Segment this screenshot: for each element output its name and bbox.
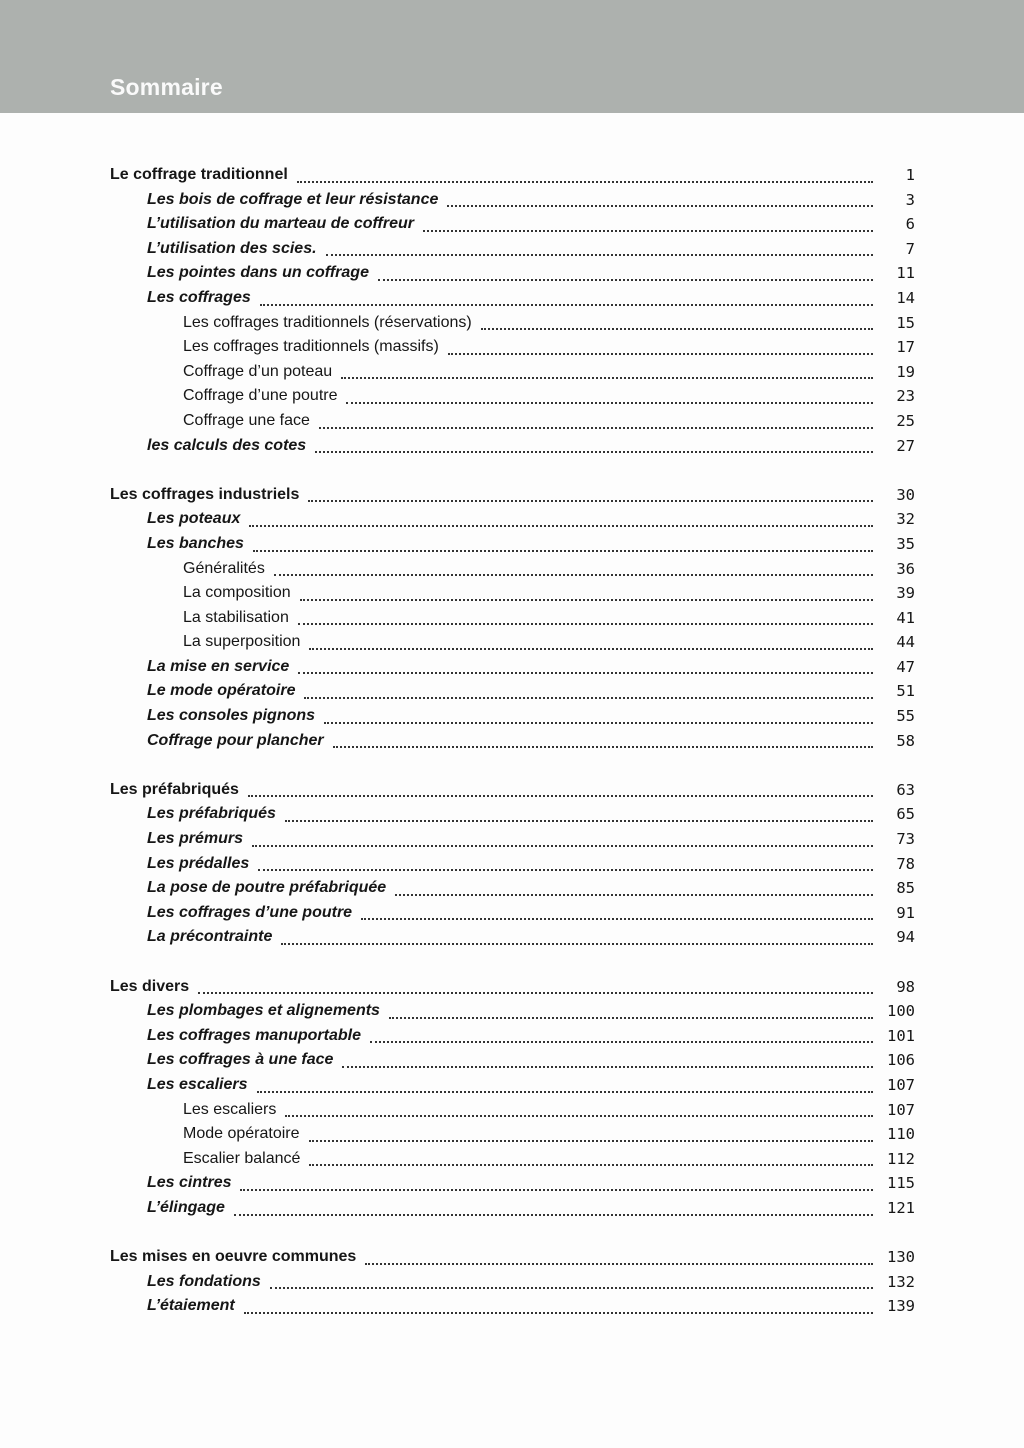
toc-entry-page: 51	[896, 682, 915, 701]
dot-leader	[234, 1214, 873, 1216]
toc-entry-label: Les escaliers	[183, 1100, 277, 1118]
toc-entry-label: Coffrage d’un poteau	[183, 362, 333, 380]
toc-entry-label: Les consoles pignons	[147, 707, 316, 725]
toc-entry-label: L’étaiement	[147, 1297, 235, 1315]
toc-entry-label: La précontrainte	[147, 928, 273, 946]
toc-entry	[110, 212, 915, 237]
toc-entry-page: 44	[896, 633, 915, 652]
toc-entry-page: 15	[896, 313, 915, 332]
toc-entry-page: 25	[896, 411, 915, 430]
toc-entry-page: 6	[905, 215, 915, 234]
toc-entry	[110, 335, 915, 360]
toc-entry-label: Les coffrages d’une poutre	[147, 903, 353, 921]
toc-entry-label: La pose de poutre préfabriquée	[147, 879, 387, 897]
toc-entry-label: L’utilisation des scies.	[147, 239, 317, 257]
header-banner	[0, 0, 1024, 113]
toc-entry-label: Les coffrages à une face	[147, 1051, 334, 1069]
toc-entry-page: 94	[896, 928, 915, 947]
dot-leader	[248, 795, 873, 797]
dot-leader	[341, 377, 873, 379]
toc-entry-label: Les escaliers	[147, 1075, 248, 1093]
toc-entry-label: Les bois de coffrage et leur résistance	[147, 190, 439, 208]
dot-leader	[319, 427, 873, 429]
toc-entry-label: Les préfabriqués	[110, 780, 239, 798]
toc-entry-label: Coffrage pour plancher	[147, 731, 324, 749]
toc-entry-label: Les coffrages	[147, 288, 251, 306]
toc-entry	[110, 409, 915, 434]
dot-leader	[244, 1312, 873, 1314]
toc-entry-page: 11	[896, 264, 915, 283]
toc-entry-label: Les coffrages traditionnels (massifs)	[183, 338, 439, 356]
page-title: Sommaire	[110, 74, 223, 100]
toc-entry	[110, 1171, 915, 1196]
toc-entry-label: Les mises en oeuvre communes	[110, 1248, 357, 1266]
toc-entry-label: Les fondations	[147, 1272, 261, 1290]
toc-entry	[110, 483, 915, 508]
dot-leader	[258, 869, 873, 871]
toc-entry	[110, 999, 915, 1024]
toc-entry	[110, 1270, 915, 1295]
dot-leader	[253, 550, 873, 552]
toc-entry	[110, 581, 915, 606]
toc-entry	[110, 507, 915, 532]
toc-entry	[110, 1024, 915, 1049]
toc-entry-page: 106	[887, 1051, 915, 1070]
toc-entry-page: 35	[896, 534, 915, 553]
toc-entry	[110, 606, 915, 631]
dot-leader	[361, 918, 873, 920]
dot-leader	[198, 992, 873, 994]
toc-entry-page: 39	[896, 584, 915, 603]
toc-entry	[110, 975, 915, 1000]
toc-entry	[110, 1294, 915, 1319]
dot-leader	[481, 328, 873, 330]
toc-entry-label: Les divers	[110, 977, 190, 995]
dot-leader	[281, 943, 873, 945]
toc-entry-label: Mode opératoire	[183, 1125, 300, 1143]
toc-entry	[110, 704, 915, 729]
dot-leader	[297, 181, 873, 183]
dot-leader	[333, 746, 873, 748]
dot-leader	[285, 1115, 873, 1117]
toc-entry-label: Escalier balancé	[183, 1149, 301, 1167]
dot-leader	[309, 1164, 873, 1166]
toc-entry-page: 132	[887, 1272, 915, 1291]
toc-entry	[110, 630, 915, 655]
toc-entry-page: 107	[887, 1100, 915, 1119]
toc-entry-label: Le mode opératoire	[147, 682, 296, 700]
toc-entry-label: Les prédalles	[147, 854, 250, 872]
toc-entry-label: La stabilisation	[183, 608, 289, 626]
toc-entry	[110, 360, 915, 385]
toc-entry	[110, 1245, 915, 1270]
toc-entry	[110, 901, 915, 926]
dot-leader	[346, 402, 873, 404]
dot-leader	[285, 820, 873, 822]
dot-leader	[448, 353, 873, 355]
dot-leader	[378, 279, 873, 281]
toc-entry-page: 91	[896, 903, 915, 922]
toc-entry	[110, 1098, 915, 1123]
section-gap	[110, 753, 915, 778]
dot-leader	[447, 205, 873, 207]
toc-entry-page: 65	[896, 805, 915, 824]
toc-entry-page: 78	[896, 854, 915, 873]
toc-entry-label: Les coffrages traditionnels (réservations)	[183, 313, 472, 331]
toc-entry-label: La superposition	[183, 633, 301, 651]
dot-leader	[365, 1263, 873, 1265]
toc-entry-page: 121	[887, 1198, 915, 1217]
toc-entry	[110, 729, 915, 754]
section-gap	[110, 950, 915, 975]
toc-entry-page: 101	[887, 1026, 915, 1045]
dot-leader	[249, 525, 873, 527]
dot-leader	[274, 574, 873, 576]
dot-leader	[326, 254, 873, 256]
toc-entry-label: Les pointes dans un coffrage	[147, 264, 369, 282]
toc-entry	[110, 1048, 915, 1073]
toc-entry	[110, 1147, 915, 1172]
toc-entry-page: 107	[887, 1075, 915, 1094]
toc-entry-label: Coffrage d’une poutre	[183, 387, 338, 405]
toc-entry-label: Les coffrages manuportable	[147, 1026, 361, 1044]
toc-entry-label: Les poteaux	[147, 510, 241, 528]
dot-leader	[270, 1287, 873, 1289]
toc-entry	[110, 237, 915, 262]
toc-entry-page: 63	[896, 780, 915, 799]
toc-entry-label: Les coffrages industriels	[110, 485, 300, 503]
toc-entry-label: La mise en service	[147, 657, 290, 675]
toc-entry-page: 98	[896, 977, 915, 996]
toc-entry	[110, 925, 915, 950]
dot-leader	[298, 623, 873, 625]
toc-entry	[110, 311, 915, 336]
toc-entry-page: 30	[896, 485, 915, 504]
toc-entry	[110, 827, 915, 852]
toc-entry-label: La composition	[183, 584, 291, 602]
toc-entry-label: Les banches	[147, 534, 244, 552]
toc-entry	[110, 188, 915, 213]
toc-entry-page: 14	[896, 288, 915, 307]
table-of-contents	[110, 163, 915, 1319]
toc-entry	[110, 434, 915, 459]
dot-leader	[315, 451, 873, 453]
toc-entry	[110, 679, 915, 704]
dot-leader	[252, 845, 873, 847]
dot-leader	[423, 230, 873, 232]
toc-entry	[110, 557, 915, 582]
toc-entry	[110, 163, 915, 188]
toc-entry-label: Coffrage une face	[183, 411, 310, 429]
toc-entry-label: Les cintres	[147, 1174, 232, 1192]
section-gap	[110, 458, 915, 483]
toc-entry-page: 36	[896, 559, 915, 578]
toc-entry-page: 85	[896, 879, 915, 898]
toc-entry-page: 47	[896, 657, 915, 676]
toc-entry-page: 100	[887, 1002, 915, 1021]
dot-leader	[370, 1041, 873, 1043]
toc-entry-page: 115	[887, 1174, 915, 1193]
toc-entry-page: 130	[887, 1248, 915, 1267]
toc-entry-page: 1	[905, 166, 915, 184]
toc-entry-label: les calculs des cotes	[147, 436, 307, 454]
toc-entry-label: L’élingage	[147, 1198, 225, 1216]
toc-entry-label: L’utilisation du marteau de coffreur	[147, 215, 414, 233]
toc-entry-page: 55	[896, 707, 915, 726]
toc-entry	[110, 655, 915, 680]
toc-entry-page: 3	[905, 190, 915, 209]
toc-entry-page: 19	[896, 362, 915, 381]
toc-entry	[110, 261, 915, 286]
toc-entry	[110, 1196, 915, 1221]
toc-entry	[110, 286, 915, 311]
toc-entry	[110, 778, 915, 803]
toc-entry-label: Le coffrage traditionnel	[110, 166, 288, 183]
toc-entry	[110, 802, 915, 827]
toc-entry-page: 27	[896, 436, 915, 455]
toc-entry-page: 139	[887, 1297, 915, 1316]
dot-leader	[395, 894, 873, 896]
toc-entry-label: Généralités	[183, 559, 265, 577]
dot-leader	[260, 304, 873, 306]
toc-entry-label: Les prémurs	[147, 830, 244, 848]
dot-leader	[309, 1140, 873, 1142]
dot-leader	[309, 648, 873, 650]
section-gap	[110, 1221, 915, 1246]
toc-entry-page: 32	[896, 510, 915, 529]
toc-entry	[110, 852, 915, 877]
toc-entry-page: 73	[896, 830, 915, 849]
toc-entry-page: 41	[896, 608, 915, 627]
dot-leader	[240, 1189, 873, 1191]
dot-leader	[304, 697, 873, 699]
toc-entry-page: 17	[896, 338, 915, 357]
dot-leader	[389, 1017, 873, 1019]
toc-entry-label: Les plombages et alignements	[147, 1002, 380, 1020]
toc-entry-page: 110	[887, 1125, 915, 1144]
toc-entry-page: 7	[905, 239, 915, 258]
toc-entry-page: 112	[887, 1149, 915, 1168]
dot-leader	[300, 599, 873, 601]
dot-leader	[324, 722, 873, 724]
toc-entry	[110, 384, 915, 409]
dot-leader	[298, 672, 873, 674]
toc-entry	[110, 1073, 915, 1098]
toc-entry	[110, 532, 915, 557]
toc-entry-page: 23	[896, 387, 915, 406]
dot-leader	[257, 1091, 873, 1093]
toc-entry-page: 58	[896, 731, 915, 750]
toc-entry	[110, 1122, 915, 1147]
toc-entry	[110, 876, 915, 901]
dot-leader	[308, 500, 873, 502]
toc-entry-label: Les préfabriqués	[147, 805, 276, 823]
dot-leader	[342, 1066, 873, 1068]
